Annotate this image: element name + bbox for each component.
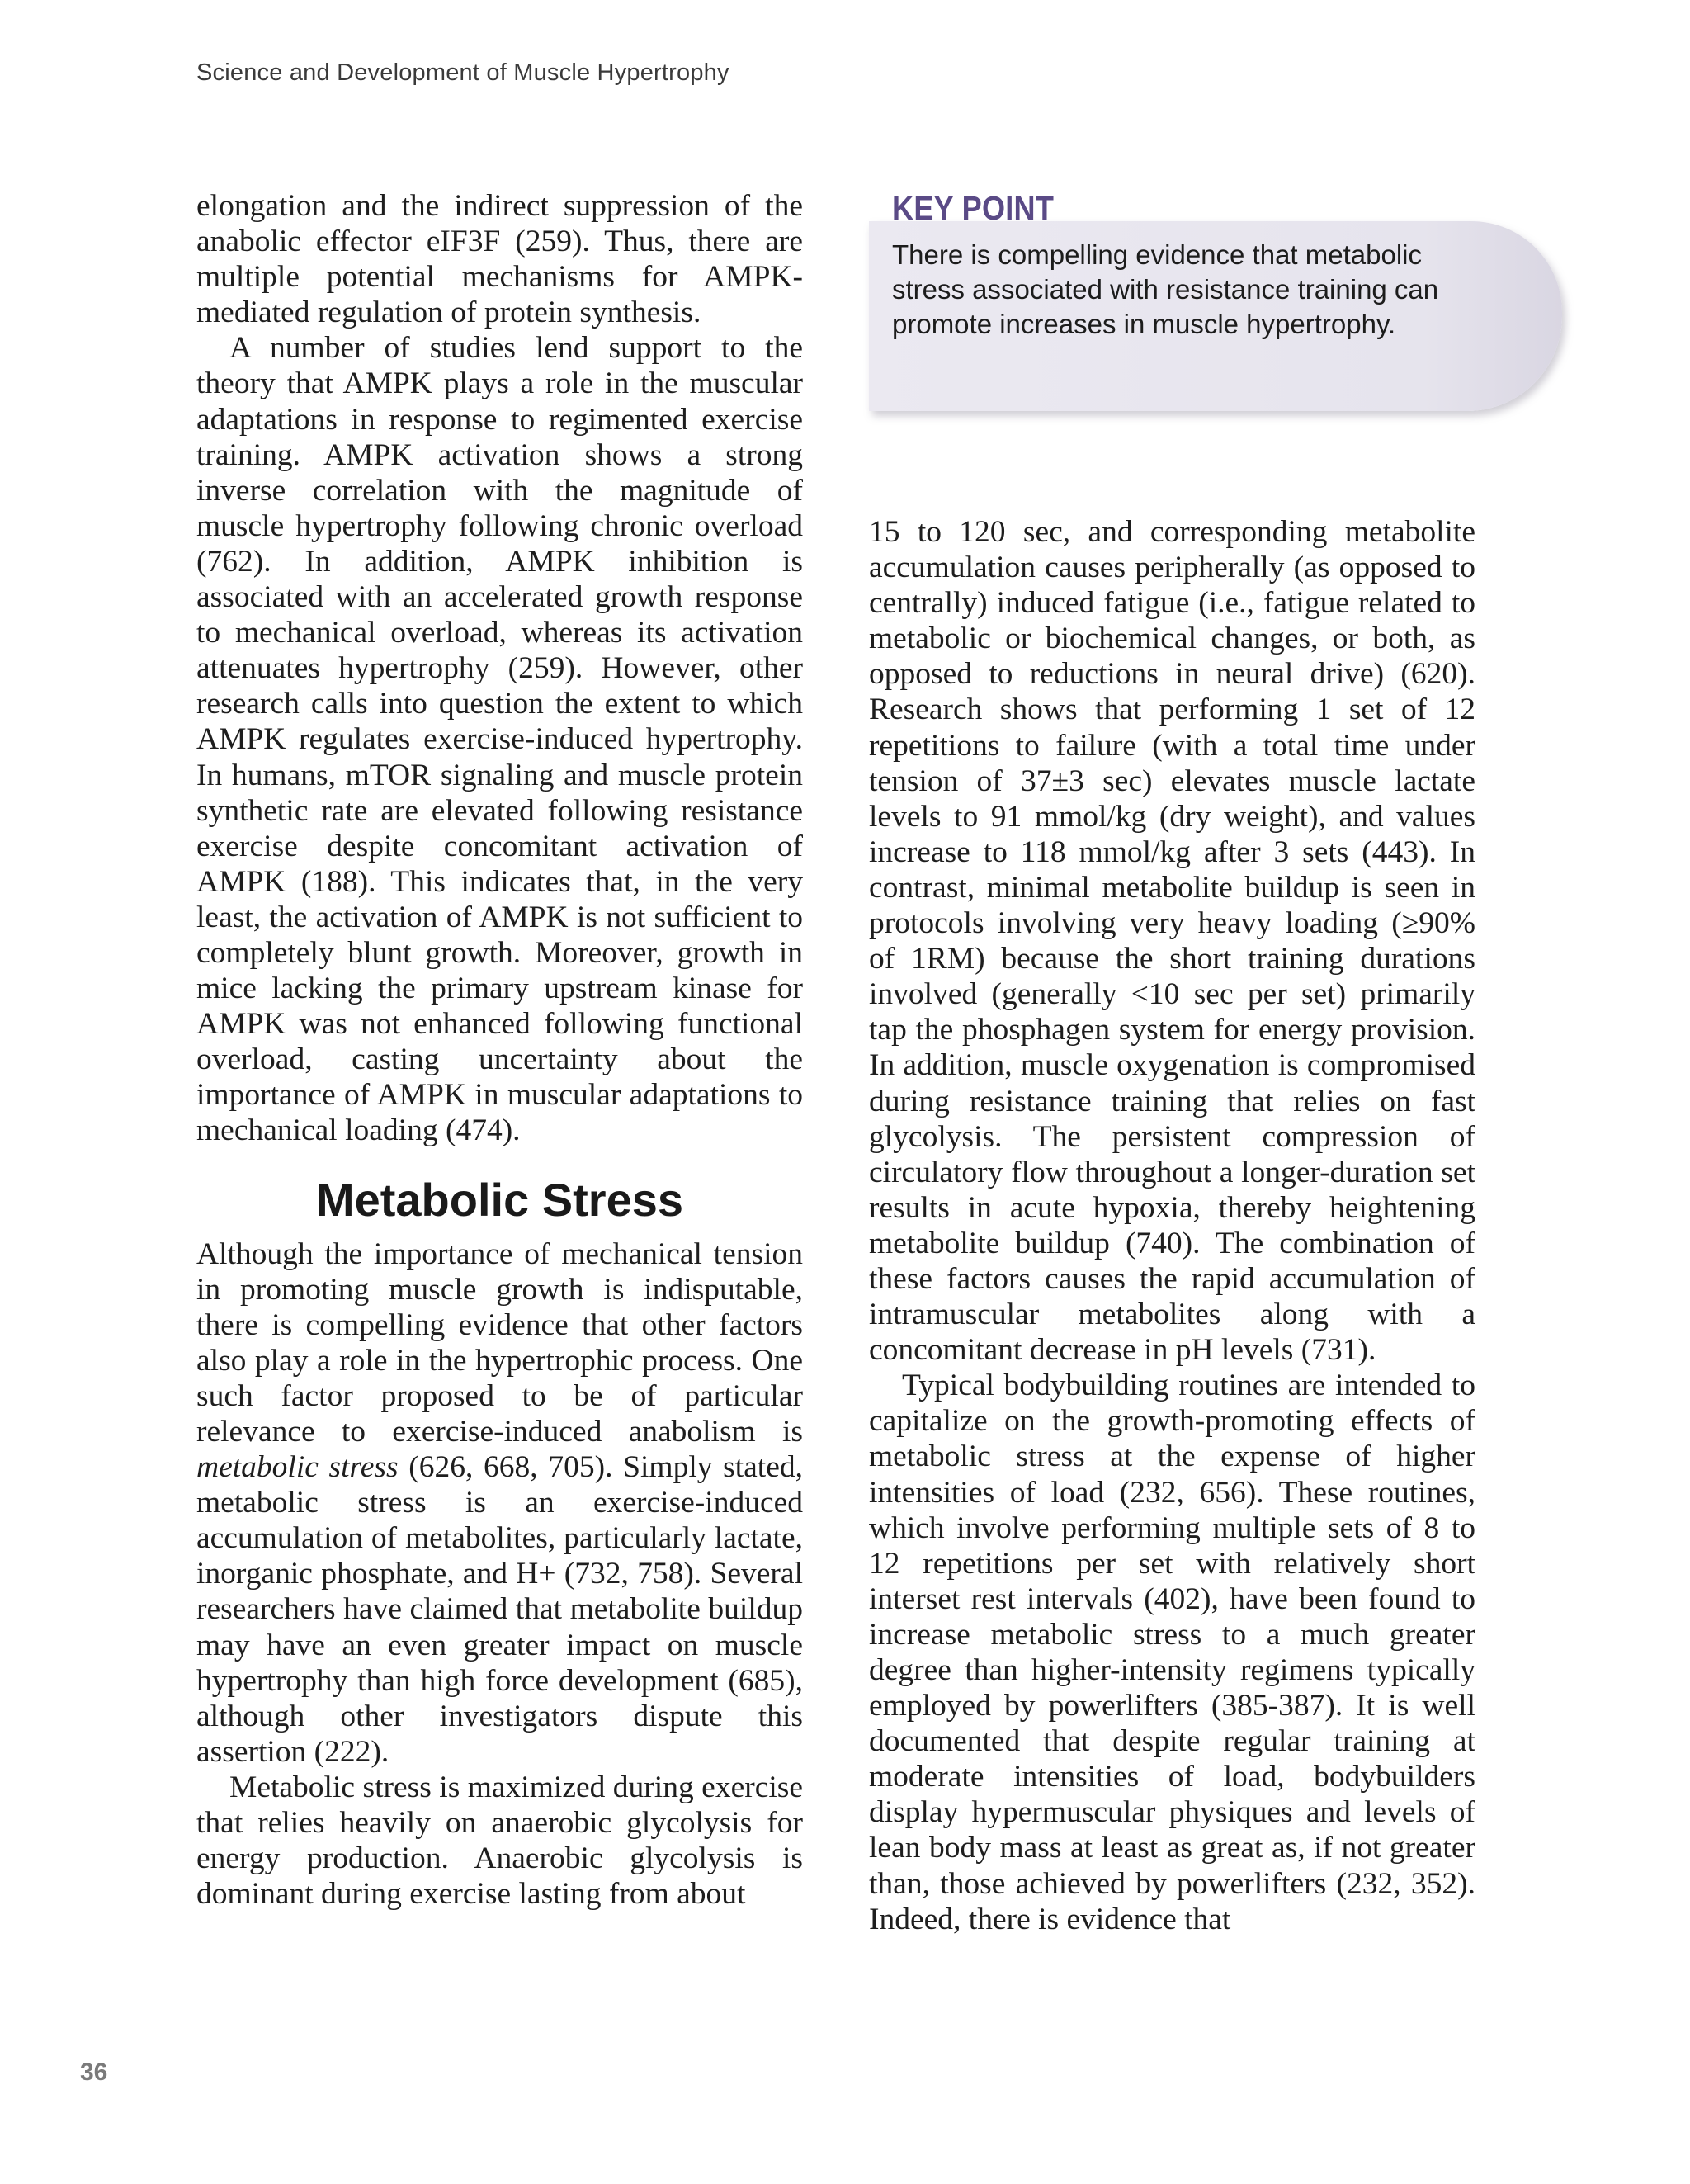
right-column: [869, 514, 1475, 1937]
paragraph: A number of studies lend support to the theory that AMPK plays a role in the muscular adaptations in response to regimented exercise training. AMPK activation shows a strong inverse correlation with the magnitude of muscle hypertrophy following chronic overload (762). In addition, AMPK inhibition is associated with an accelerated growth response to mechanical overload, whereas its activation attenuates hypertrophy (259). However, other research calls into question the extent to which AMPK regulates exercise-induced hypertrophy. In humans, mTOR signaling and muscle protein synthetic rate are elevated following resistance exercise despite concomitant activation of AMPK (188). This indicates that, in the very least, the activation of AMPK is not sufficient to completely blunt growth. Moreover, growth in mice lacking the primary upstream kinase for AMPK was not enhanced following functional overload, casting uncertainty about the importance of AMPK in muscular adaptations to mechanical loading (474).: [196, 331, 803, 1148]
running-head: Science and Development of Muscle Hypertrophy: [196, 59, 729, 86]
key-point-callout: [869, 188, 1595, 413]
paragraph-text: Although the importance of mechanical tension in promoting muscle growth is indisputable, there is compelling evidence that other factors also play a role in the hypertrophic process. One such factor proposed to be of particular relevance to exercise-induced anabolism is: [196, 1236, 803, 1449]
italic-term: metabolic stress: [196, 1450, 399, 1485]
page-number: 36: [80, 2059, 108, 2086]
paragraph: elongation and the indirect suppression of the anabolic effector eIF3F (259). Thus, there are multiple potential mechanisms for AMPK-mediated regulation of protein synthesis.: [196, 189, 803, 330]
section-heading: Metabolic Stress: [315, 1173, 684, 1226]
key-point-title: KEY POINT: [892, 189, 1055, 227]
paragraph: 15 to 120 sec, and corresponding metabolite accumulation causes peripherally (as opposed to centrally) induced fatigue (i.e., fatigue related to metabolic or biochemical changes, or both, as opposed to reductions in neural drive) (620). Research shows that performing 1 set of 12 repetitions to failure (with a total time under tension of 37±3 sec) elevates muscle lactate levels to 91 mmol/kg (dry weight), and values increase to 118 mmol/kg after 3 sets (443). In contrast, minimal metabolite buildup is seen in protocols involving very heavy loading (≥90% of 1RM) because the short training durations involved (generally <10 sec per set) primarily tap the phosphagen system for energy provision. In addition, muscle oxygenation is compromised during resistance training that relies on fast glycolysis. The persistent compression of circulatory flow throughout a longer-duration set results in acute hypoxia, thereby heightening metabolite buildup (740). The combination of these factors causes the rapid accumulation of intramuscular metabolites along with a concomitant decrease in pH levels (731).: [869, 515, 1475, 1368]
paragraph: Typical bodybuilding routines are intended to capitalize on the growth-promoting effects of metabolic stress at the expense of higher intensities of load (232, 656). These routines, which involve performing multiple sets of 8 to 12 repetitions per set with relatively short interset rest intervals (402), have been found to increase metabolic stress to a much greater degree than higher-intensity regimens typically employed by powerlifters (385-387). It is well documented that despite regular training at moderate intensities of load, bodybuilders display hypermuscular physiques and levels of lean body mass at least as great as, if not greater than, those achieved by powerlifters (232, 352). Indeed, there is evidence that: [869, 1369, 1475, 1936]
paragraph: [196, 1236, 803, 1770]
key-point-text: There is compelling evidence that metabolic stress associated with resistance training can promote increases in muscle hypertrophy.: [892, 239, 1439, 339]
paragraph: Metabolic stress is maximized during exercise that relies heavily on anaerobic glycolysis for energy production. Anaerobic glycolysis is dominant during exercise lasting from about: [196, 1770, 803, 1912]
left-column: [196, 188, 803, 1912]
paragraph-text: (626, 668, 705). Simply stated, metabolic stress is an exercise-induced accumulation of metabolites, particularly lactate, inorganic phosphate, and H+ (732, 758). Several researchers have claimed that metabolite buildup may have an even greater impact on muscle hypertrophy than high force development (685), although other investigators dispute this assertion (222).: [196, 1450, 803, 1769]
